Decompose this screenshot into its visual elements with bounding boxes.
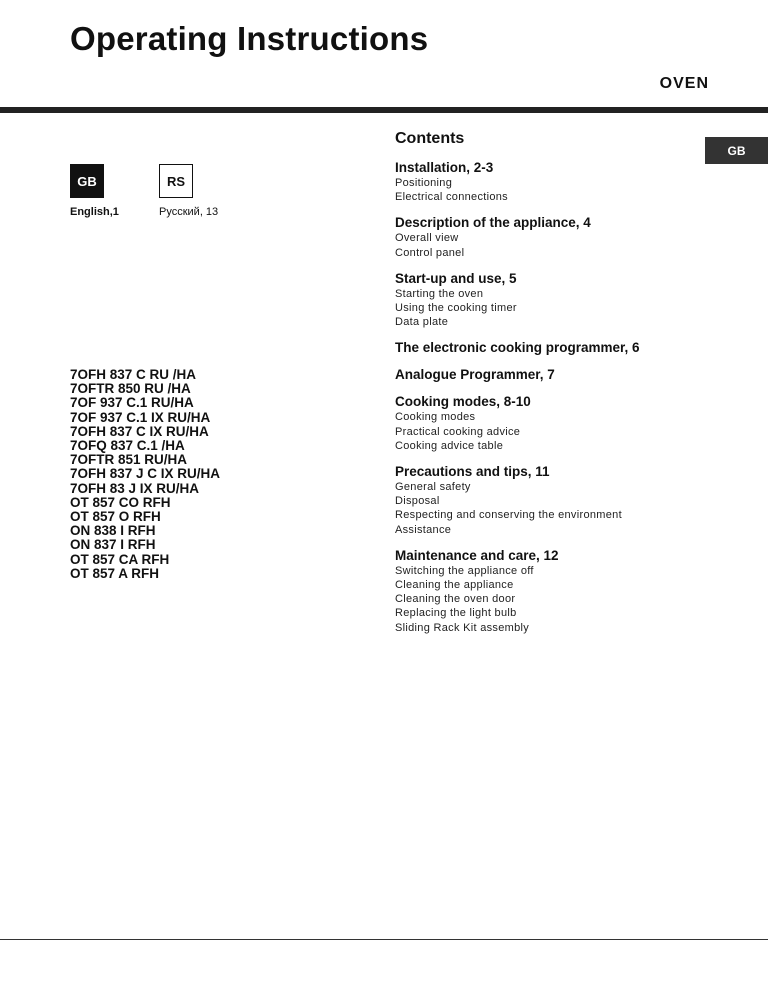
- contents-section: [395, 548, 695, 635]
- model-item: 7OFH 837 C IX RU/HA: [70, 423, 209, 439]
- contents-subitem[interactable]: Positioning: [395, 177, 453, 189]
- model-item: 7OFQ 837 C.1 /HA: [70, 438, 185, 454]
- contents-subitem[interactable]: Using the cooking timer: [395, 302, 517, 315]
- contents-subitem[interactable]: Control panel: [395, 246, 465, 259]
- product-label: OVEN: [659, 75, 709, 92]
- contents-section-title[interactable]: Start-up and use, 5: [395, 270, 517, 286]
- model-item: 7OFH 837 C RU /HA: [70, 367, 197, 382]
- model-list: [70, 368, 220, 581]
- contents-subitem[interactable]: Cooking modes: [395, 411, 476, 424]
- contents-subitem[interactable]: Starting the oven: [395, 287, 484, 300]
- contents-section: [395, 464, 695, 537]
- contents-subitem[interactable]: Electrical connections: [395, 191, 508, 204]
- contents-subitem[interactable]: Practical cooking advice: [395, 425, 521, 438]
- model-item: OT 857 A RFH: [70, 565, 160, 581]
- model-item: OT 857 CO RFH: [70, 494, 171, 510]
- language-code-rs: RS: [159, 164, 193, 198]
- model-item: OT 857 CA RFH: [70, 551, 170, 567]
- contents-subitems: [395, 410, 695, 453]
- contents-subitem[interactable]: Respecting and conserving the environment: [395, 509, 622, 522]
- contents-subitems: [395, 564, 695, 635]
- contents-section-title[interactable]: Cooking modes, 8-10: [395, 394, 531, 410]
- table-of-contents: [395, 130, 695, 646]
- bottom-divider: [0, 939, 768, 940]
- contents-section-title[interactable]: Installation, 2-3: [395, 160, 494, 175]
- contents-subitem[interactable]: Overall view: [395, 232, 459, 245]
- contents-subitem[interactable]: Cooking advice table: [395, 439, 504, 452]
- model-item: ON 838 I RFH: [70, 523, 156, 539]
- language-russian[interactable]: [159, 164, 218, 218]
- contents-subitem[interactable]: Cleaning the appliance: [395, 579, 514, 592]
- contents-section-title[interactable]: Description of the appliance, 4: [395, 215, 591, 231]
- contents-section: [395, 271, 695, 330]
- model-item: 7OF 937 C.1 IX RU/HA: [70, 409, 211, 425]
- contents-subitem[interactable]: Assistance: [395, 523, 452, 536]
- model-item: 7OFTR 851 RU/HA: [70, 452, 188, 468]
- contents-subitem[interactable]: Cleaning the oven door: [395, 593, 516, 606]
- contents-section-title[interactable]: Maintenance and care, 12: [395, 547, 559, 563]
- contents-section: [395, 394, 695, 453]
- contents-section-title[interactable]: The electronic cooking programmer, 6: [395, 340, 640, 356]
- model-item: 7OFH 837 J C IX RU/HA: [70, 466, 221, 482]
- contents-subitems: [395, 480, 695, 537]
- language-code-gb: GB: [70, 164, 104, 198]
- language-english[interactable]: [70, 164, 119, 218]
- language-side-tab: GB: [705, 137, 768, 164]
- model-item: 7OF 937 C.1 RU/HA: [70, 395, 194, 411]
- contents-subitems: [395, 287, 695, 330]
- contents-subitem[interactable]: Disposal: [395, 495, 440, 508]
- contents-section: [395, 215, 695, 259]
- contents-subitem[interactable]: Sliding Rack Kit assembly: [395, 621, 530, 634]
- contents-subitem[interactable]: Replacing the light bulb: [395, 607, 517, 620]
- contents-section: [395, 367, 695, 383]
- contents-section: [395, 340, 695, 356]
- contents-section-title[interactable]: Analogue Programmer, 7: [395, 367, 555, 383]
- contents-subitems: [395, 176, 695, 204]
- contents-subitem[interactable]: General safety: [395, 481, 471, 494]
- page-title: Operating Instructions: [70, 20, 429, 57]
- top-divider: [0, 107, 768, 113]
- language-caption-english: English,1: [70, 206, 119, 218]
- contents-section: [395, 160, 695, 204]
- model-item: 7OFTR 850 RU /HA: [70, 381, 191, 397]
- contents-heading: Contents: [395, 130, 465, 147]
- contents-subitem[interactable]: Data plate: [395, 316, 449, 329]
- language-caption-russian: Русский, 13: [159, 206, 219, 218]
- contents-subitems: [395, 231, 695, 259]
- contents-subitem[interactable]: Switching the appliance off: [395, 564, 534, 577]
- model-item: ON 837 I RFH: [70, 537, 156, 553]
- contents-section-title[interactable]: Precautions and tips, 11: [395, 464, 550, 480]
- model-item: 7OFH 83 J IX RU/HA: [70, 480, 200, 496]
- model-item: OT 857 O RFH: [70, 509, 161, 525]
